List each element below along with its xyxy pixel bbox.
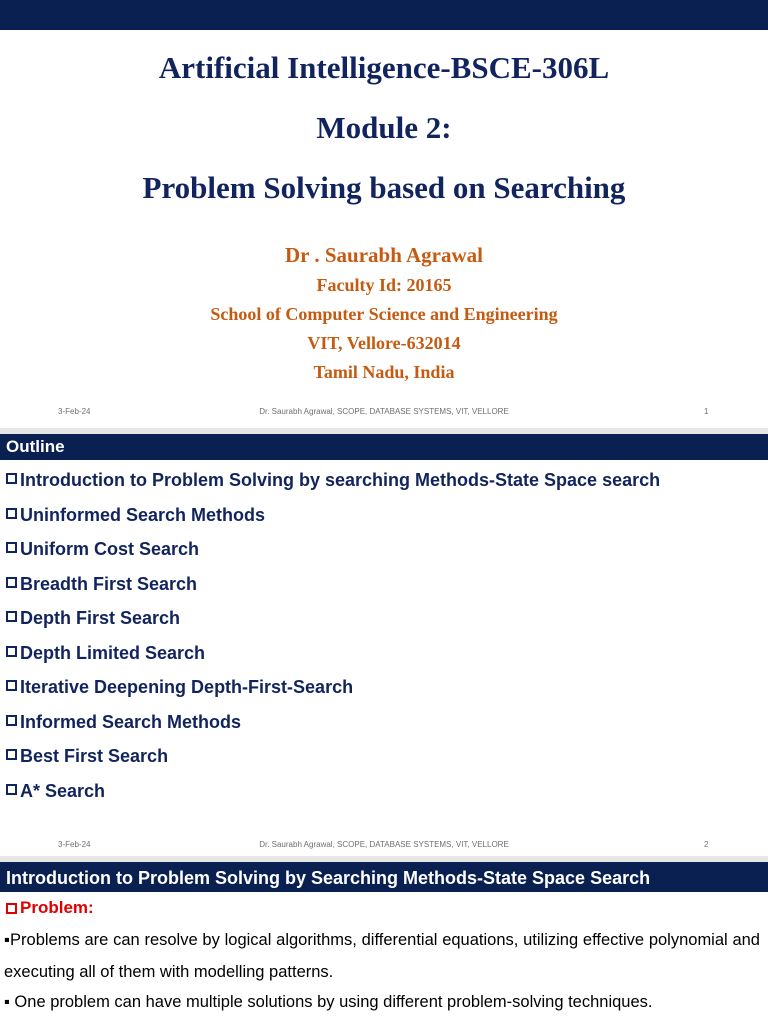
list-item: Depth Limited Search xyxy=(6,641,660,676)
campus: VIT, Vellore-632014 xyxy=(307,333,461,353)
footer-page-number: 1 xyxy=(704,407,709,416)
footer-date: 3-Feb-24 xyxy=(58,407,91,416)
footer-credit: Dr. Saurabh Agrawal, SCOPE, DATABASE SYSTEMS, VIT, VELLORE xyxy=(259,840,509,849)
slide-1 xyxy=(0,0,768,428)
slide-3 xyxy=(0,862,768,1024)
outline-heading: Outline xyxy=(0,434,768,460)
checkbox-bullet-icon xyxy=(6,680,17,691)
checkbox-bullet-icon xyxy=(6,577,17,588)
footer-date: 3-Feb-24 xyxy=(58,840,91,849)
checkbox-bullet-icon xyxy=(6,715,17,726)
checkbox-bullet-icon xyxy=(6,903,17,914)
list-item: Introduction to Problem Solving by searching Methods-State Space search xyxy=(6,468,660,503)
checkbox-bullet-icon xyxy=(6,784,17,795)
section-heading: Introduction to Problem Solving by Searching Methods-State Space Search xyxy=(0,862,768,892)
module-title: Module 2: xyxy=(316,110,452,145)
checkbox-bullet-icon xyxy=(6,646,17,657)
problem-label: Problem: xyxy=(6,898,94,918)
list-item: Iterative Deepening Depth-First-Search xyxy=(6,675,660,710)
list-item: Uninformed Search Methods xyxy=(6,503,660,538)
bullet-text-2: ▪ One problem can have multiple solutions by using different problem-solving techniques. xyxy=(4,993,653,1011)
checkbox-bullet-icon xyxy=(6,611,17,622)
outline-list xyxy=(6,468,660,813)
author-name: Dr . Saurabh Agrawal xyxy=(285,243,483,267)
slide-2 xyxy=(0,434,768,856)
bullet-text-1: ▪Problems are can resolve by logical algorithms, differential equations, utilizing effective polynomial and executing all of them with modelling patterns. xyxy=(4,931,760,981)
footer-credit: Dr. Saurabh Agrawal, SCOPE, DATABASE SYSTEMS, VIT, VELLORE xyxy=(259,407,509,416)
list-item: Uniform Cost Search xyxy=(6,537,660,572)
course-title: Artificial Intelligence-BSCE-306L xyxy=(158,50,610,85)
faculty-id: Faculty Id: 20165 xyxy=(316,275,452,295)
slide-footer xyxy=(0,840,768,854)
topic-title: Problem Solving based on Searching xyxy=(142,170,626,205)
slide-header-bar xyxy=(0,0,768,30)
checkbox-bullet-icon xyxy=(6,749,17,760)
state: Tamil Nadu, India xyxy=(313,362,455,382)
checkbox-bullet-icon xyxy=(6,508,17,519)
checkbox-bullet-icon xyxy=(6,473,17,484)
list-item: Informed Search Methods xyxy=(6,710,660,745)
list-item: Best First Search xyxy=(6,744,660,779)
list-item: Depth First Search xyxy=(6,606,660,641)
school-name: School of Computer Science and Engineering xyxy=(210,304,558,324)
checkbox-bullet-icon xyxy=(6,542,17,553)
slide-footer xyxy=(0,407,768,421)
list-item: Breadth First Search xyxy=(6,572,660,607)
footer-page-number: 2 xyxy=(704,840,709,849)
list-item: A* Search xyxy=(6,779,660,814)
